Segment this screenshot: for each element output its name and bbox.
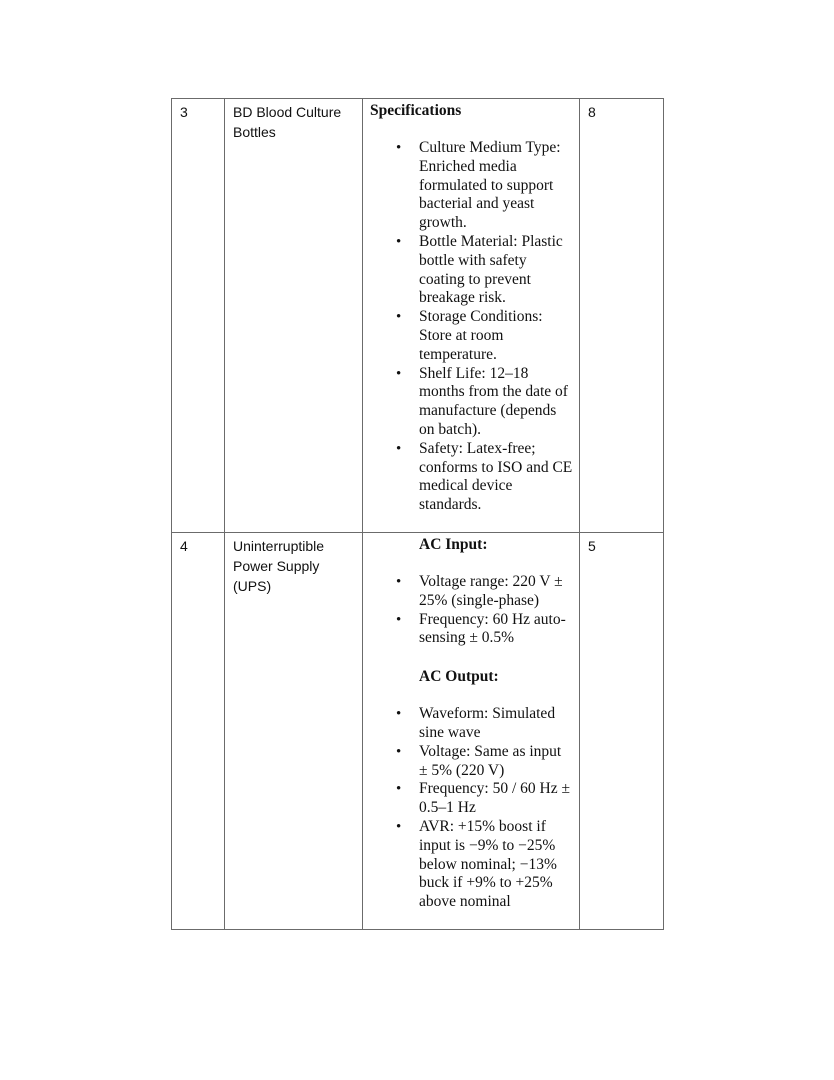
item-quantity: 8 [580,99,664,533]
bullet-icon: • [396,743,402,760]
item-name: Uninterruptible Power Supply (UPS) [225,533,363,930]
specifications-table [171,98,664,930]
bullet-icon: • [396,818,402,835]
list-item: • Safety: Latex-free; conforms to ISO and CE medical device standards. [396,439,573,514]
bullet-icon: • [396,233,402,250]
item-number: 3 [172,99,225,533]
bullet-icon: • [396,440,402,457]
bullet-icon: • [396,309,402,326]
bullet-icon: • [396,781,402,798]
list-item: • Voltage range: 220 V ± 25% (single-phase) [396,573,563,609]
item-specifications [363,99,580,533]
ac-output-list [370,705,573,912]
ac-input-heading: AC Input: [419,536,488,553]
bullet-icon: • [396,365,402,382]
list-item: • Waveform: Simulated sine wave [396,705,556,741]
item-name: BD Blood Culture Bottles [225,99,363,533]
table-row [172,533,664,930]
list-item: • AVR: +15% boost if input is −9% to −25% below nominal; −13% buck if +9% to +25% above nominal [396,817,557,911]
specifications-heading: Specifications [370,102,462,119]
list-item: • Voltage: Same as input ± 5% (220 V) [396,742,562,779]
specifications-list [370,139,573,515]
bullet-icon: • [396,611,402,628]
ac-input-list [370,573,573,648]
bullet-icon: • [396,140,402,156]
bullet-icon: • [396,706,402,723]
list-item: • Frequency: 50 / 60 Hz ± 0.5–1 Hz [396,780,570,817]
list-item: • Frequency: 60 Hz auto-sensing ± 0.5% [396,610,566,647]
list-item: • Culture Medium Type: Enriched media formulated to support bacterial and yeast growth. [396,139,561,232]
list-item: • Bottle Material: Plastic bottle with safety coating to prevent breakage risk. [396,232,563,307]
list-item: • Storage Conditions: Store at room temperature. [396,308,543,363]
bullet-icon: • [396,574,402,590]
list-item: • Shelf Life: 12–18 months from the date of manufacture (depends on batch). [396,364,568,438]
ac-output-heading: AC Output: [419,668,499,686]
table-row [172,99,664,533]
item-number: 4 [172,533,225,930]
item-specifications [363,533,580,930]
item-quantity: 5 [580,533,664,930]
